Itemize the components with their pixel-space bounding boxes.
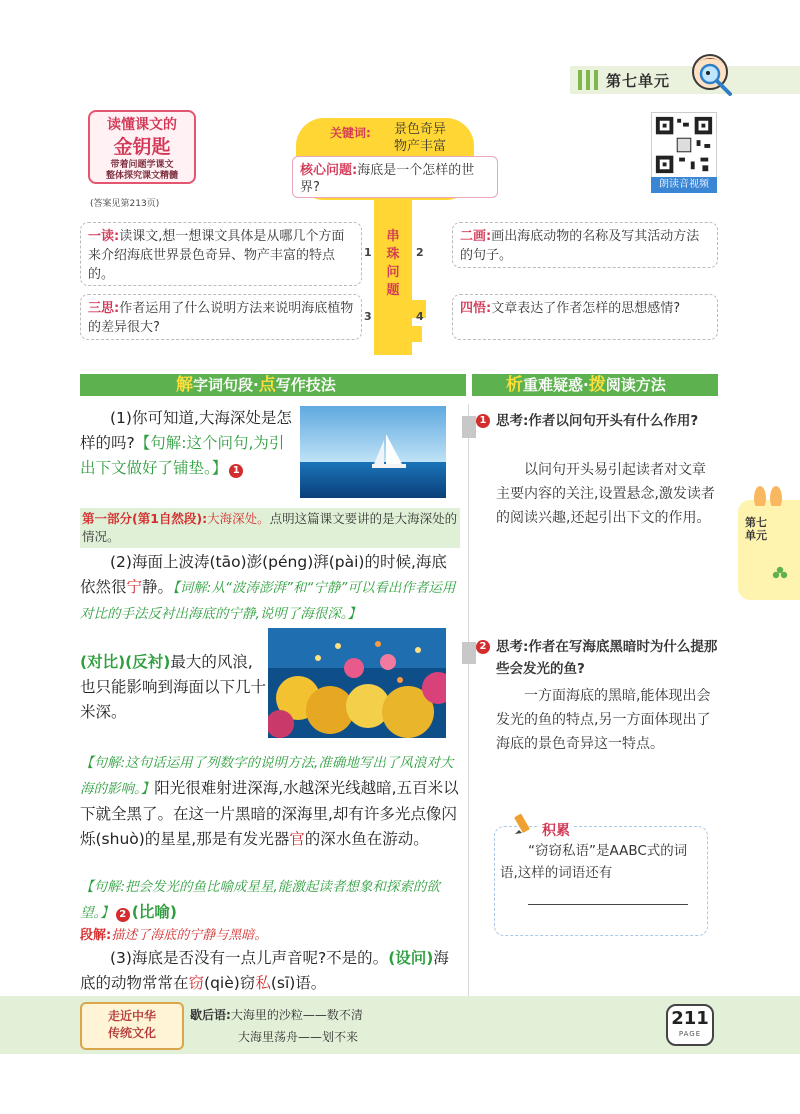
marker-2: 2: [416, 246, 424, 259]
q1-marker: 1: [476, 414, 490, 428]
feel-content: 文章表达了作者怎样的思想感情?: [491, 301, 681, 316]
feel-text: [460, 299, 712, 318]
xiehouyu-label: 歇后语:: [190, 1008, 231, 1022]
a2-text: 一方面海底的黑暗,能体现出会发光的鱼的特点,另一方面体现出了海底的景色奇异这一特点。: [496, 688, 711, 752]
q2-tab: [462, 642, 476, 664]
xiehouyu-2: 大海里荡舟——划不来: [238, 1030, 359, 1044]
p2-text-a: (2)海面上波涛(tāo)澎(péng)湃(pài)的时候,海底依然很: [80, 553, 447, 596]
fill-in-blank-line[interactable]: [528, 904, 688, 905]
section-left-t1: 字词句段·: [193, 376, 259, 394]
p3-text-d: (sī)语。: [270, 974, 327, 992]
read-label: 一读:: [88, 229, 120, 244]
q2-marker: 2: [476, 640, 490, 654]
header-stripe: [586, 70, 590, 90]
q2-text: 思考:作者在写海底黑暗时为什么提那些会发光的鱼?: [496, 639, 718, 677]
read-text: [88, 227, 356, 284]
p2-char-ning: 宁: [126, 578, 143, 596]
p2-text-b: 静。: [142, 578, 174, 596]
q1-text: 思考:作者以问句开头有什么作用?: [496, 413, 699, 429]
paragraph-summary: [80, 926, 267, 946]
duanjie-label: 段解:: [80, 928, 112, 943]
culture-badge-line-1: 走近中华: [107, 1009, 156, 1023]
part-label: 第一部分(第1自然段):: [82, 511, 208, 526]
badge-line-3a: 带着问题学课文: [110, 160, 174, 170]
p2-tag-metaphor: (比喻): [131, 903, 177, 921]
draw-content: 画出海底动物的名称及写其活动方法的句子。: [460, 229, 700, 263]
p2-tag-contrast: (对比): [80, 653, 126, 671]
badge-line-2: 金钥匙: [113, 136, 171, 158]
p3-char-qie: 窃: [188, 974, 205, 992]
draw-text: [460, 227, 712, 265]
section-left-t2: 写作技法: [275, 376, 336, 394]
culture-badge-line-2: 传统文化: [107, 1026, 156, 1040]
section-title-right: [506, 375, 666, 395]
q1-tab: [462, 416, 476, 438]
sailboat-sea-image: [300, 406, 446, 498]
culture-badge-text: [86, 1008, 178, 1042]
p3-text-b: 海底的动物常常在: [80, 949, 449, 992]
paragraph-1: [80, 406, 294, 481]
key-tooth: [412, 326, 422, 342]
p1-text: (1)你可知道,大海深处是怎样的吗?: [80, 409, 292, 452]
core-question-label: 核心问题:: [300, 163, 358, 178]
qr-label[interactable]: 朗读音视频: [651, 177, 717, 193]
core-question: [300, 162, 494, 196]
rabbit-ears-icon: [748, 484, 788, 506]
xiehouyu-1-text: 大海里的沙粒——数不清: [230, 1008, 363, 1022]
mascot-magnifier-icon: [688, 50, 738, 100]
part-highlight: 大海深处。: [207, 511, 270, 526]
read-content: 读课文,想一想课文具体是从哪几个方面来介绍海底世界景色奇异、物产丰富的特点的。: [88, 229, 345, 282]
header-stripe: [594, 70, 598, 90]
core-question-text: 海底是一个怎样的世界?: [300, 163, 475, 195]
marker-1: 1: [364, 246, 372, 259]
pencil-icon: [510, 812, 536, 838]
part-summary: [82, 510, 458, 546]
page-word: PAGE: [678, 1030, 702, 1038]
marker-3: 3: [364, 310, 372, 323]
key-shaft-text: 串珠问题: [386, 229, 400, 298]
section-right-h1: 析: [506, 375, 523, 395]
column-divider: [468, 404, 469, 996]
p1-sentence-note: 【句解:这个问句,为引出下文做好了铺垫。】: [80, 434, 285, 477]
clover-icon: [772, 566, 788, 582]
p2-text-g: 的深水鱼在游动。: [304, 830, 429, 848]
p2-tag-foil: (反衬): [125, 653, 171, 671]
think-label: 三思:: [88, 301, 120, 316]
p3-char-si: 私: [255, 974, 271, 992]
p2-marker: 2: [116, 908, 130, 922]
paragraph-2b: [80, 650, 266, 750]
keyword-line-1: 景色奇异: [394, 122, 447, 137]
paragraph-3: [80, 946, 464, 996]
a1-text: 以问句开头易引起读者对文章主要内容的关注,设置悬念,激发读者的阅读兴趣,还起引出下文的作用。: [496, 462, 715, 526]
paragraph-2c: [80, 750, 460, 852]
side-tab-text[interactable]: 第七单元: [745, 516, 767, 542]
p2-text-f: 阳光很难射进深海,水越深光线越暗,五百米以下就全黑了。在这一片黑暗的深海里,却有许多光点像闪烁(shuò)的星星,那是有发光器: [80, 779, 459, 848]
p1-marker: 1: [229, 464, 243, 478]
badge-line-3b: 整体探究课文精髓: [105, 171, 178, 181]
xiehouyu-1: [190, 1006, 363, 1023]
section-right-h2: 拨: [588, 375, 606, 395]
p2-text-d: 最大的风浪,也只能影响到海面以下几十米深。: [80, 653, 267, 721]
unit-side-tab[interactable]: [738, 500, 800, 600]
marker-4: 4: [416, 310, 424, 323]
think-text: [88, 299, 356, 337]
answer-note: (答案见第213页): [90, 199, 160, 209]
keyword-label: 关键词:: [330, 126, 371, 140]
unit-header-bar: [570, 66, 800, 94]
p2-char-guan: 官: [289, 830, 305, 848]
accumulation-text: “窃窃私语”是AABC式的词语,这样的词语还有: [500, 843, 688, 881]
section-left-h2: 点: [258, 375, 276, 395]
paragraph-2a: [80, 550, 460, 628]
think-content: 作者运用了什么说明方法来说明海底植物的差异很大?: [88, 301, 354, 335]
p3-tag: (设问): [388, 949, 434, 967]
p2-word-note: 【词解:从“波涛澎湃”和“宁静”可以看出作者运用对比的手法反衬出海底的宁静,说明了海很深。】: [80, 580, 456, 622]
badge-line-1: 读懂课文的: [107, 117, 177, 133]
page-number: 211: [671, 1008, 709, 1029]
keyword-text: [394, 121, 446, 155]
draw-label: 二画:: [460, 229, 492, 244]
coral-reef-image: [268, 628, 446, 738]
duanjie-text: 描述了海底的宁静与黑暗。: [111, 928, 268, 943]
keyword-line-2: 物产丰富: [394, 139, 447, 154]
unit-title: 第七单元: [606, 72, 671, 90]
paragraph-2d: [80, 874, 460, 926]
p3-text-a: (3)海底是否没有一点儿声音呢?不是的。: [110, 949, 389, 967]
section-right-t2: 阅读方法: [605, 376, 666, 394]
qr-code-icon[interactable]: [651, 112, 717, 178]
part-rest: 点明这篇课文要讲的是大海深处的情况。: [82, 511, 458, 544]
header-stripe: [578, 70, 582, 90]
badge-line-3: [92, 160, 192, 182]
section-left-h1: 解: [176, 375, 193, 395]
p2-metaphor-note: 【句解:把会发光的鱼比喻成星星,能激起读者想象和探索的欲望。】: [80, 879, 440, 921]
section-title-left: [176, 375, 336, 395]
p3-text-c: (qiè)窃: [204, 974, 256, 992]
section-right-t1: 重难疑惑·: [523, 376, 589, 394]
feel-label: 四悟:: [460, 301, 492, 316]
accumulation-title: 积累: [538, 820, 574, 840]
p2-sentence-note: 【句解:这句话运用了列数字的说明方法,准确地写出了风浪对大海的影响。】: [80, 755, 454, 797]
